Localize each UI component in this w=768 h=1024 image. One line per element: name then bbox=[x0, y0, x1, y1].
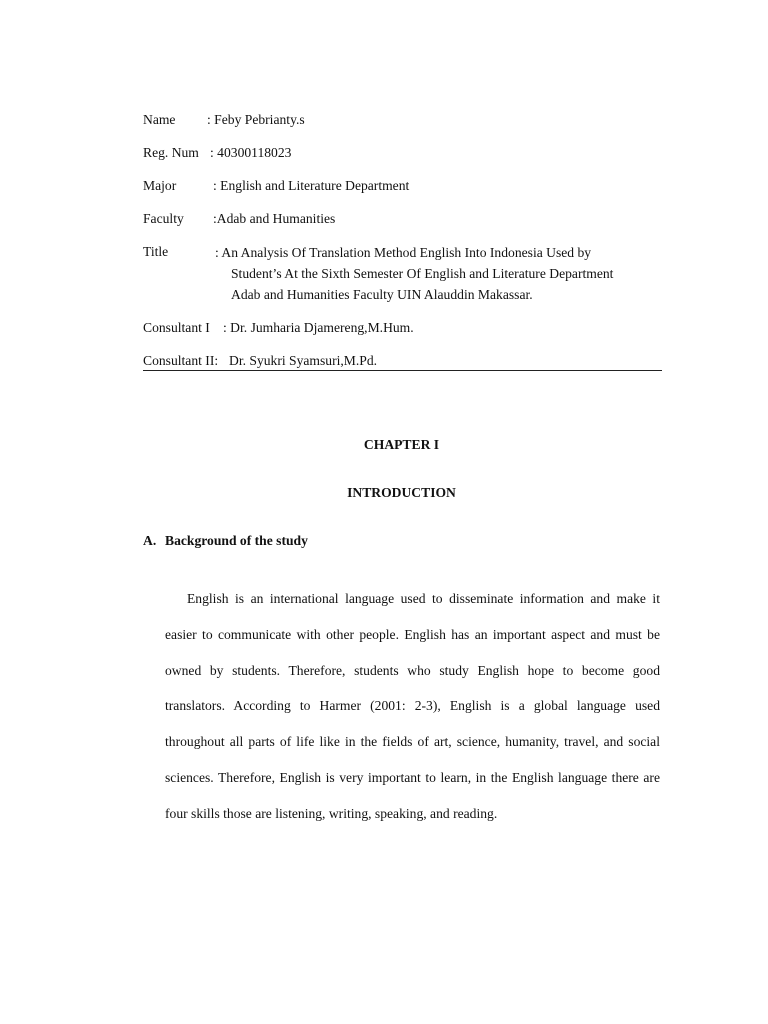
title-label: Title bbox=[143, 244, 169, 259]
name-value: : Feby Pebrianty.s bbox=[207, 112, 305, 127]
info-row-faculty bbox=[143, 209, 662, 229]
reg-num-label: Reg. Num bbox=[143, 145, 199, 160]
info-row-major bbox=[143, 176, 662, 196]
major-value: : English and Literature Department bbox=[213, 178, 410, 193]
body-paragraph: English is an international language used to disseminate information and make it easier to communicate with other people. English has an important aspect and must be owned by students. Therefore, students who study English hope to become good translators. According to Harmer (2001: 2-3), English is a global language used throughout all parts of life like in the fields of art, science, humanity, travel, and social sciences. Therefore, English is very important to learn, in the English language there are four skills those are listening, writing, speaking, and reading. bbox=[165, 591, 660, 821]
consultant-1-value: : Dr. Jumharia Djamereng,M.Hum. bbox=[223, 320, 414, 335]
title-line-1: : An Analysis Of Translation Method English Into Indonesia Used by bbox=[215, 245, 592, 260]
name-label: Name bbox=[143, 112, 176, 127]
consultant-2-label: Consultant II: bbox=[143, 353, 219, 368]
section-marker: A. bbox=[143, 533, 157, 548]
info-row-consultant-1 bbox=[143, 318, 662, 338]
header-divider bbox=[143, 370, 662, 371]
info-row-name bbox=[143, 110, 662, 130]
consultant-2-value: Dr. Syukri Syamsuri,M.Pd. bbox=[229, 353, 378, 368]
chapter-title: INTRODUCTION bbox=[347, 485, 456, 500]
consultant-1-label: Consultant I bbox=[143, 320, 210, 335]
title-line-2: Student’s At the Sixth Semester Of English and Literature Department bbox=[231, 266, 614, 281]
title-line-3: Adab and Humanities Faculty UIN Alauddin Makassar. bbox=[231, 287, 533, 302]
title-value bbox=[215, 242, 662, 305]
info-row-consultant-2 bbox=[143, 351, 662, 371]
section-heading-text: Background of the study bbox=[165, 533, 308, 548]
section-heading bbox=[143, 533, 308, 549]
reg-num-value: : 40300118023 bbox=[210, 145, 292, 160]
faculty-value: :Adab and Humanities bbox=[213, 211, 336, 226]
major-label: Major bbox=[143, 178, 177, 193]
info-row-reg-num bbox=[143, 143, 662, 163]
student-info-block bbox=[143, 110, 662, 384]
info-row-title bbox=[143, 242, 662, 305]
chapter-number: CHAPTER I bbox=[363, 437, 440, 452]
faculty-label: Faculty bbox=[143, 211, 184, 226]
